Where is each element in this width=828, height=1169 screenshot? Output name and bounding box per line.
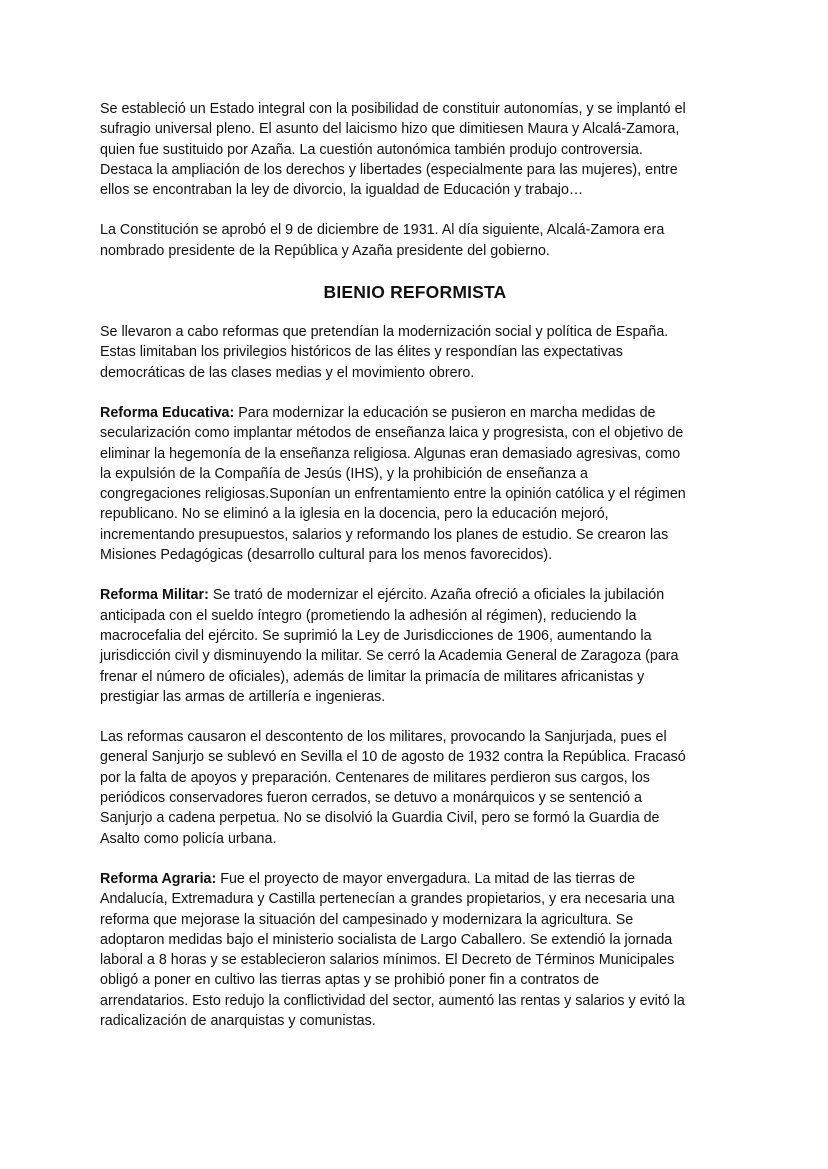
paragraph-reforma-agraria <box>100 869 730 1031</box>
paragraph-sanjurjada <box>100 727 730 849</box>
text-line: macrocefalia del ejército. Se suprimió la Ley de Jurisdicciones de 1906, aumentando la <box>100 627 652 644</box>
text-line: congregaciones religiosas.Suponían un enfrentamiento entre la opinión católica y el régimen <box>100 486 686 503</box>
text-line: laboral a 8 horas y se establecieron salarios mínimos. El Decreto de Términos Municipales <box>100 952 675 969</box>
paragraph-lead: Reforma Educativa: <box>100 404 235 421</box>
text-line: arrendatarios. Esto redujo la conflictividad del sector, aumentó las rentas y salarios y evitó la <box>100 992 685 1009</box>
text-line: general Sanjurjo se sublevó en Sevilla el 10 de agosto de 1932 contra la República. Fracasó <box>100 749 686 766</box>
text-line: obligó a poner en cultivo las tierras aptas y se prohibió poner fin a contratos de <box>100 972 600 989</box>
text-line: Se estableció un Estado integral con la posibilidad de constituir autonomías, y se implantó el <box>100 101 686 117</box>
text-line: nombrado presidente de la República y Azaña presidente del gobierno. <box>100 242 550 259</box>
paragraph-intro <box>100 322 730 383</box>
text-line: secularización como implantar métodos de enseñanza laica y progresista, con el objetivo de <box>100 425 684 442</box>
text-line <box>100 403 730 423</box>
text-line: eliminar la hegemonía de la enseñanza religiosa. Algunas eran demasiado agresivas, como <box>100 445 681 462</box>
paragraph-constitution-approval <box>100 220 730 261</box>
document-page <box>100 99 730 1051</box>
text-line: Las reformas causaron el descontento de los militares, provocando la Sanjurjada, pues el <box>100 729 667 746</box>
text-line: frenar el número de oficiales), además de limitar la primacía de militares africanistas y <box>100 668 645 685</box>
text-run: Se trató de modernizar el ejército. Azaña ofreció a oficiales la jubilación <box>208 587 665 604</box>
text-line: prestigiar las armas de artillería e ingenieras. <box>100 688 386 705</box>
text-line: La Constitución se aprobó el 9 de diciembre de 1931. Al día siguiente, Alcalá-Zamora era <box>100 222 665 239</box>
text-line: jurisdicción civil y disminuyendo la militar. Se cerró la Academia General de Zaragoza (para <box>100 648 679 665</box>
text-line: Destaca la ampliación de los derechos y libertades (especialmente para las mujeres), entre <box>100 161 678 178</box>
text-line: la expulsión de la Compañía de Jesús (IHS), y la prohibición de enseñanza a <box>100 465 588 482</box>
paragraph-lead: Reforma Militar: <box>100 587 209 604</box>
text-run: Fue el proyecto de mayor envergadura. La mitad de las tierras de <box>216 870 636 887</box>
text-line: republicano. No se eliminó a la iglesia en la docencia, pero la educación mejoró, <box>100 506 609 523</box>
text-line <box>100 869 730 889</box>
paragraph-lead: Reforma Agraria: <box>100 870 217 887</box>
text-line: Andalucía, Extremadura y Castilla pertenecían a grandes propietarios, y era necesaria una <box>100 891 675 908</box>
text-line: radicalización de anarquistas y comunistas. <box>100 1012 376 1029</box>
paragraph-constitution-rights <box>100 99 730 200</box>
text-line: Sanjurjo a cadena perpetua. No se disolvió la Guardia Civil, pero se formó la Guardia de <box>100 810 660 827</box>
text-line: Asalto como policía urbana. <box>100 830 277 847</box>
section-heading: BIENIO REFORMISTA <box>323 282 507 303</box>
text-line: Estas limitaban los privilegios históricos de las élites y respondían las expectativas <box>100 344 623 361</box>
text-line: quien fue sustituido por Azaña. La cuestión autonómica también produjo controversia. <box>100 141 643 158</box>
paragraph-reforma-militar <box>100 585 730 707</box>
text-line: reforma que mejorase la situación del campesinado y modernizara la agricultura. Se <box>100 911 634 928</box>
text-line <box>100 585 730 605</box>
text-line: sufragio universal pleno. El asunto del laicismo hizo que dimitiesen Maura y Alcalá-Zamora, <box>100 121 680 138</box>
text-line: incrementando presupuestos, salarios y reformando los planes de estudio. Se crearon las <box>100 526 669 543</box>
text-line: periódicos conservadores fueron cerrados, se detuvo a monárquicos y se sentenció a <box>100 790 642 807</box>
text-run: Para modernizar la educación se pusieron en marcha medidas de <box>234 404 656 421</box>
text-line: ellos se encontraban la ley de divorcio, la igualdad de Educación y trabajo… <box>100 182 584 199</box>
text-line: Se llevaron a cabo reformas que pretendían la modernización social y política de España. <box>100 324 669 341</box>
text-line: adoptaron medidas bajo el ministerio socialista de Largo Caballero. Se extendió la jornada <box>100 931 673 948</box>
text-line: por la falta de apoyos y preparación. Centenares de militares perdieron sus cargos, los <box>100 769 650 786</box>
text-line: anticipada con el sueldo íntegro (prometiendo la adhesión al régimen), reduciendo la <box>100 607 637 624</box>
text-line: democráticas de las clases medias y el movimiento obrero. <box>100 364 475 381</box>
text-line: Misiones Pedagógicas (desarrollo cultural para los menos favorecidos). <box>100 547 553 564</box>
paragraph-reforma-educativa <box>100 403 730 565</box>
